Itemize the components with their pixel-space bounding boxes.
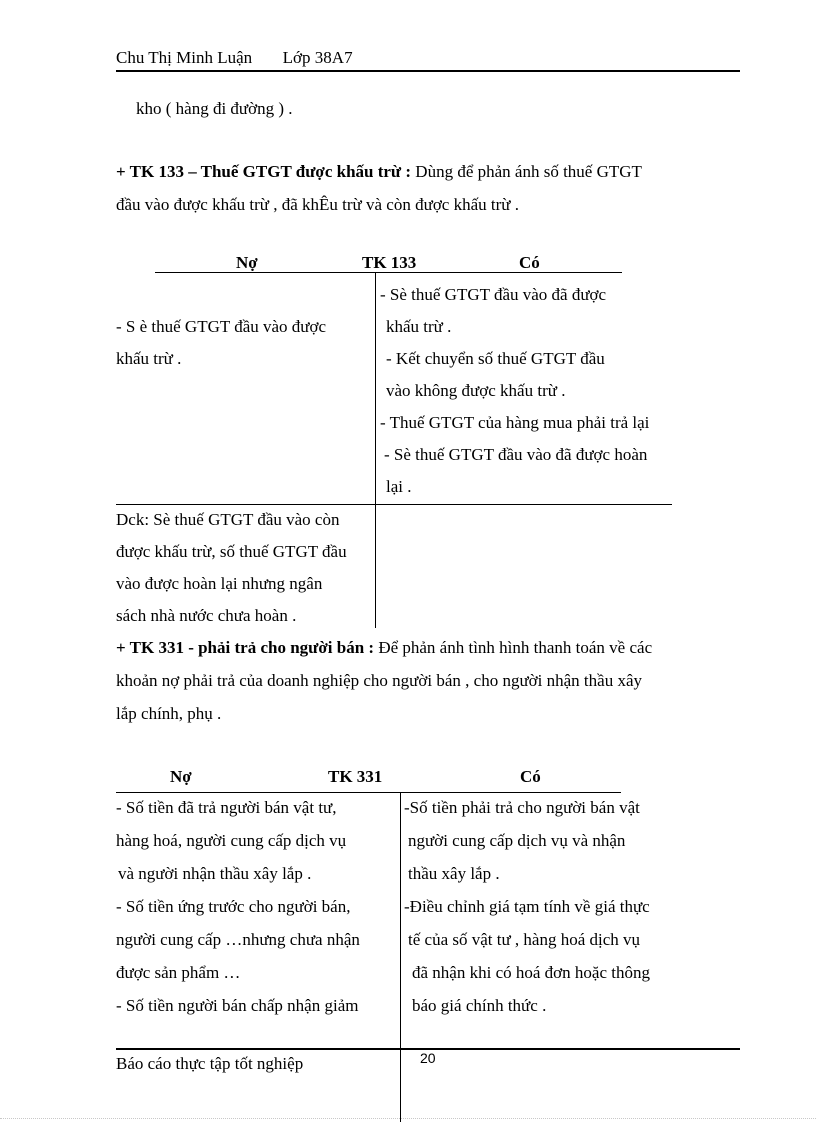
tk133-heading-line2: đầu vào được khấu trừ , đã khÊu trừ và còn được khấu trừ .: [116, 195, 519, 214]
tk331-debit-4: - Số tiền ứng trước cho người bán,: [116, 897, 351, 916]
header-author: Chu Thị Minh Luận: [116, 48, 253, 67]
tk133-credit-5: - Thuế GTGT của hàng mua phải trả lại: [380, 413, 650, 432]
tk331-credit-2: người cung cấp dịch vụ và nhận: [408, 831, 626, 850]
tk331-heading: [116, 637, 652, 659]
tk133-balance-rule: [116, 504, 672, 505]
tk133-credit-7: lại .: [386, 477, 412, 496]
tk133-heading: [116, 161, 642, 183]
tk331-label-co: Có: [520, 767, 541, 786]
tk331-label-name: TK 331: [328, 767, 383, 786]
tk133-top-rule: [155, 272, 622, 273]
tk133-label-co: Có: [519, 253, 540, 272]
tk133-debit-2: khấu trừ .: [116, 349, 182, 368]
tk331-top-rule: [116, 792, 621, 793]
tk331-debit-3: và người nhận thầu xây lắp .: [118, 864, 312, 883]
page-header: [116, 48, 353, 68]
tk331-debit-7: - Số tiền người bán chấp nhận giảm: [116, 996, 359, 1015]
tk133-credit-6: - Sè thuế GTGT đầu vào đã được hoàn: [384, 445, 648, 464]
tk133-balance-3: vào được hoàn lại nhưng ngân: [116, 574, 323, 593]
tk331-label-no: Nợ: [170, 767, 192, 786]
tk133-label-no: Nợ: [236, 253, 258, 272]
tk331-vertical-rule: [400, 792, 401, 1122]
tk331-credit-5: tế của số vật tư , hàng hoá dịch vụ: [408, 930, 641, 949]
footer-text: Báo cáo thực tập tốt nghiệp: [116, 1054, 304, 1073]
tk331-heading-bold: + TK 331 - phải trả cho người bán :: [116, 638, 375, 657]
tk331-credit-4: -Điều chỉnh giá tạm tính về giá thực: [404, 897, 650, 916]
tk331-heading-rest: Để phản ánh tình hình thanh toán về các: [374, 638, 653, 657]
tk133-heading-rest: Dùng để phản ánh số thuế GTGT: [411, 162, 642, 181]
tk133-credit-4: vào không được khấu trừ .: [386, 381, 566, 400]
tk133-debit-1: - S è thuế GTGT đầu vào được: [116, 317, 327, 336]
tk331-debit-5: người cung cấp …nhưng chưa nhận: [116, 930, 360, 949]
tk331-credit-1: -Số tiền phải trả cho người bán vật: [404, 798, 640, 817]
page-number: 20: [420, 1050, 436, 1066]
intro-line: kho ( hàng đi đường ) .: [136, 99, 293, 118]
tk133-balance-4: sách nhà nước chưa hoàn .: [116, 606, 297, 625]
tk133-credit-3: - Kết chuyển số thuế GTGT đầu: [386, 349, 605, 368]
tk331-credit-7: báo giá chính thức .: [412, 996, 547, 1015]
tk331-credit-3: thầu xây lắp .: [408, 864, 500, 883]
tk331-debit-6: được sản phẩm …: [116, 963, 241, 982]
tk133-heading-bold: + TK 133 – Thuế GTGT được khấu trừ :: [116, 162, 412, 181]
tk331-credit-6: đã nhận khi có hoá đơn hoặc thông: [412, 963, 650, 982]
tk133-vertical-rule: [375, 272, 376, 628]
tk133-balance-2: được khấu trừ, số thuế GTGT đầu: [116, 542, 347, 561]
tk133-balance-1: Dck: Sè thuế GTGT đầu vào còn: [116, 510, 340, 529]
page-edge: [0, 1118, 816, 1119]
header-class: Lớp 38A7: [282, 48, 353, 67]
tk133-credit-2: khấu trừ .: [386, 317, 452, 336]
tk331-debit-1: - Số tiền đã trả người bán vật tư,: [116, 798, 337, 817]
tk133-label-name: TK 133: [362, 253, 417, 272]
tk331-heading-line2: khoản nợ phải trả của doanh nghiệp cho người bán , cho người nhận thầu xây: [116, 671, 642, 690]
tk133-credit-1: - Sè thuế GTGT đầu vào đã được: [380, 285, 607, 304]
header-rule: [116, 70, 740, 72]
tk331-debit-2: hàng hoá, người cung cấp dịch vụ: [116, 831, 347, 850]
tk331-heading-line3: lắp chính, phụ .: [116, 704, 222, 723]
